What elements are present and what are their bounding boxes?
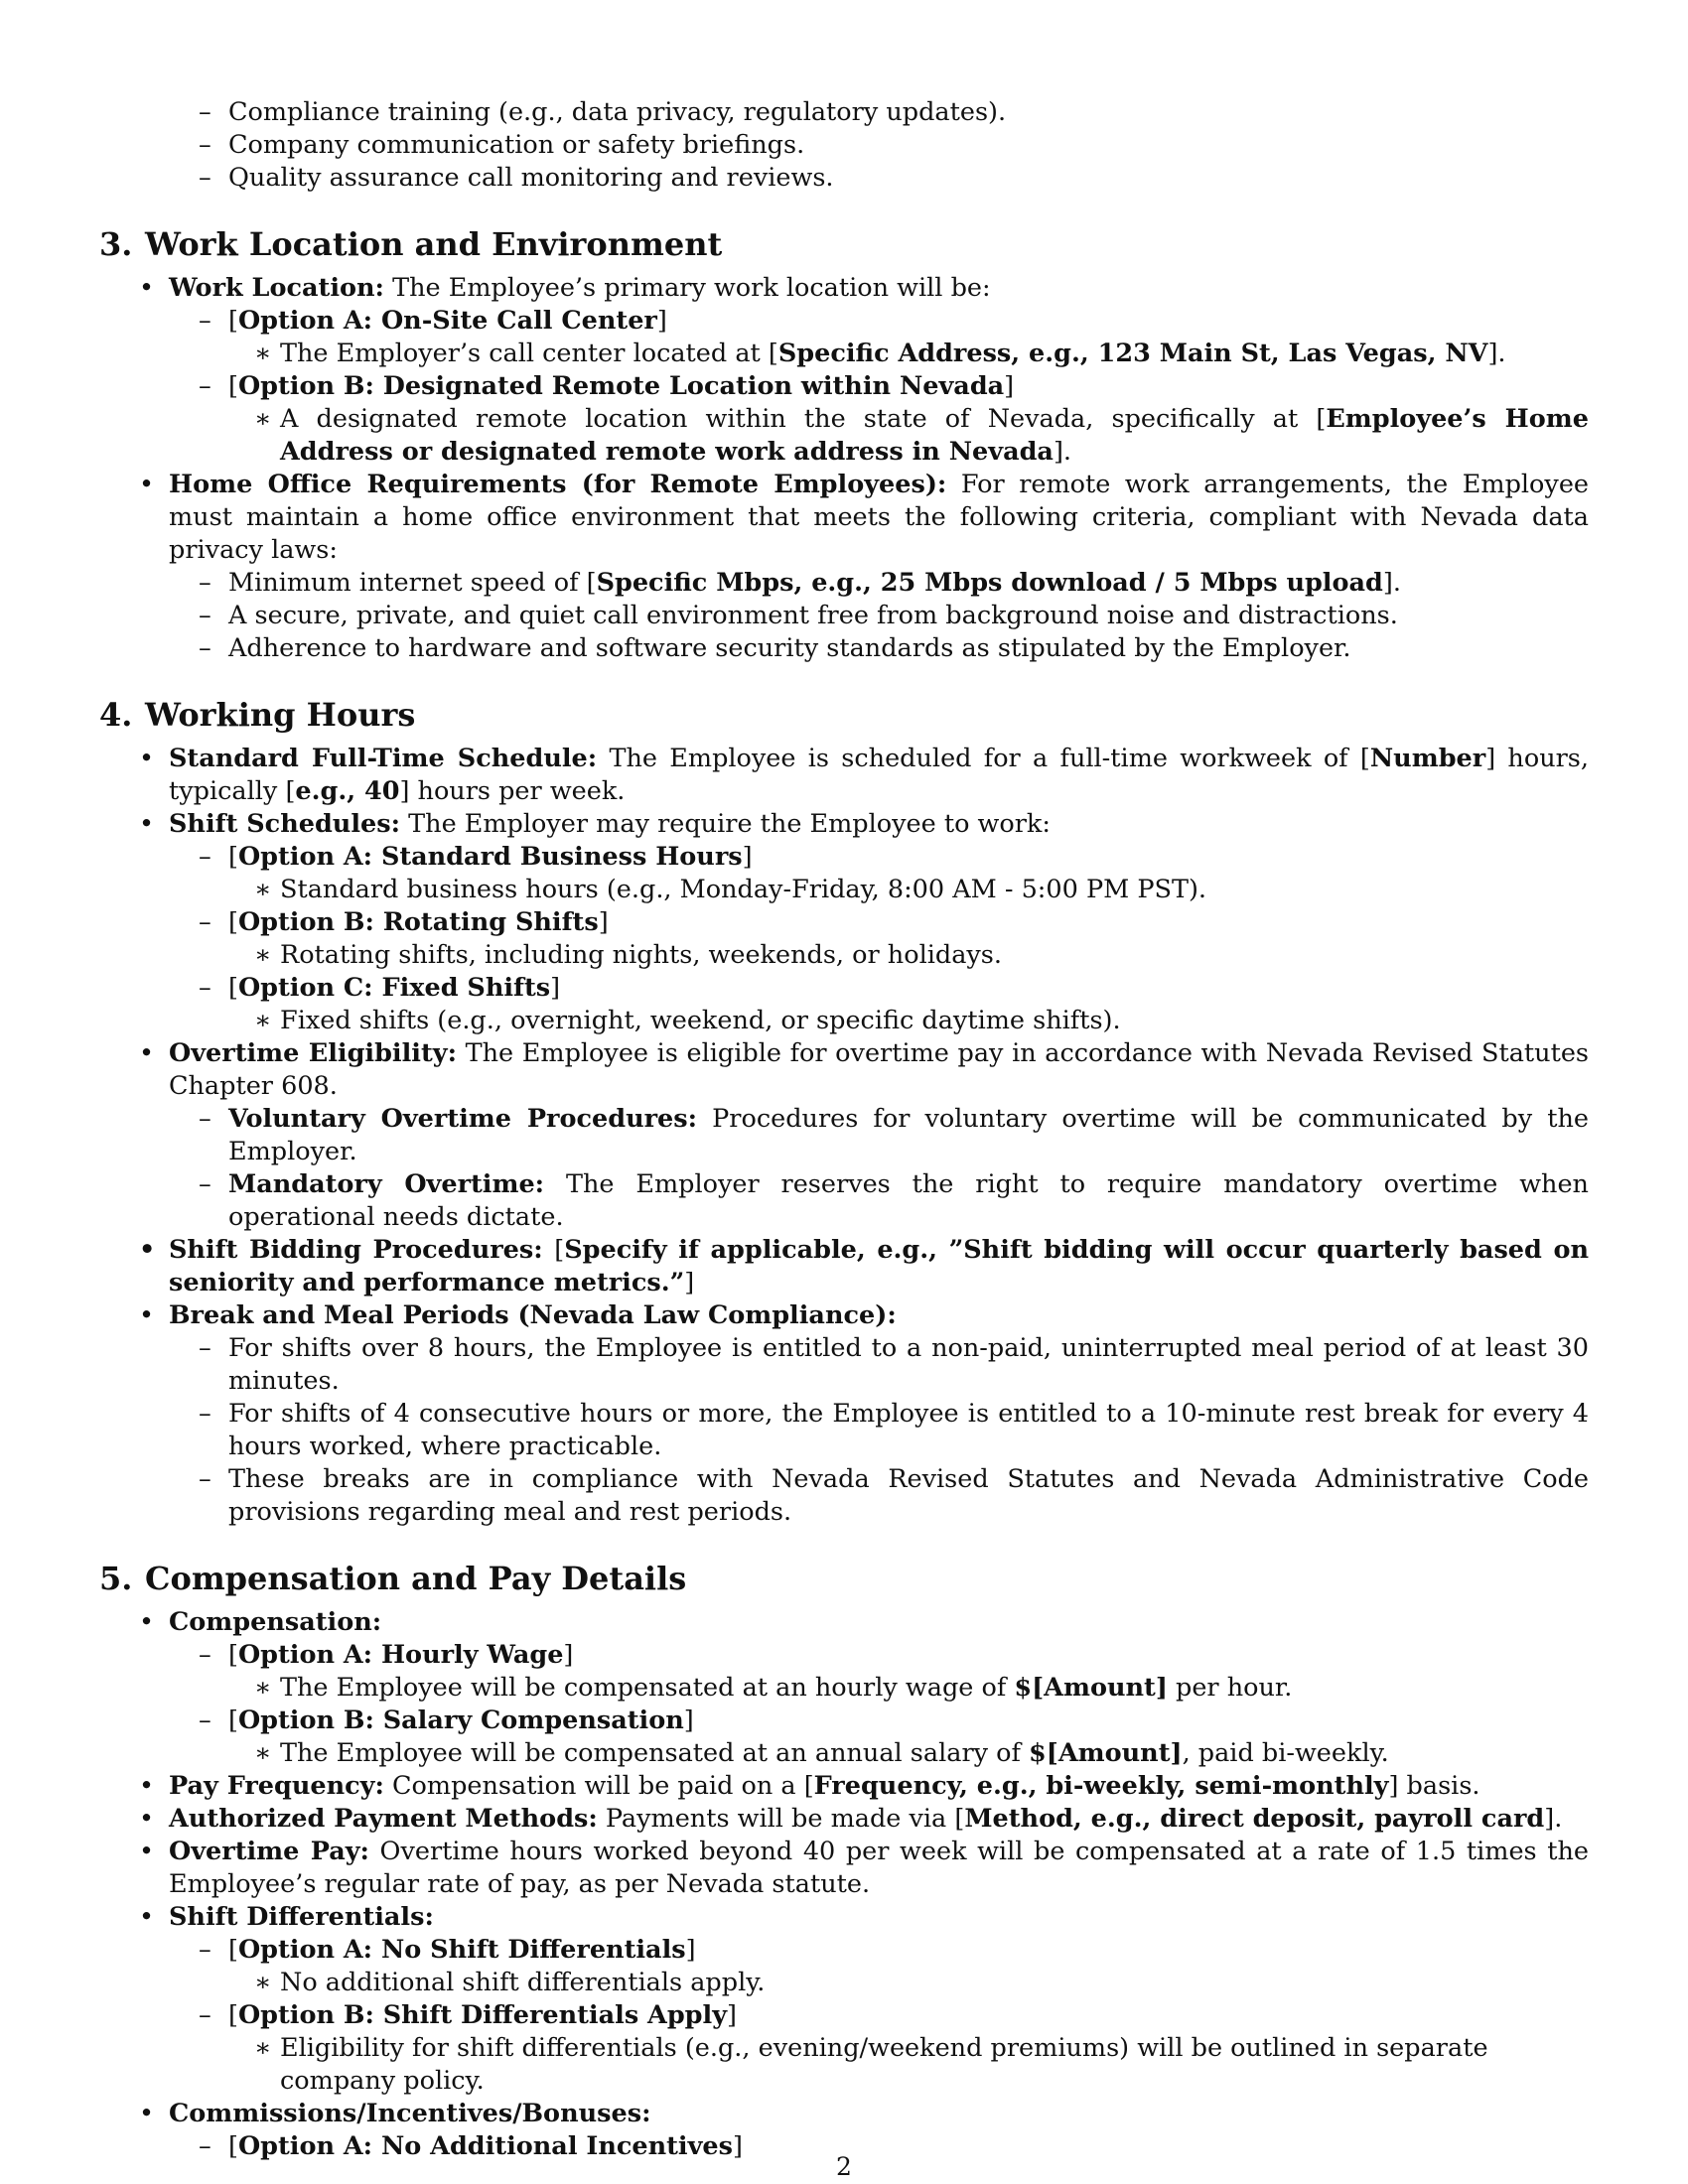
list-item: ∗ Fixed shifts (e.g., overnight, weekend, or specific daytime shifts). [228, 1005, 1589, 1037]
list-item: ∗ No additional shift differentials apply. [228, 1967, 1589, 1999]
overtime-eligibility-item: • Overtime Eligibility: The Employee is eligible for overtime pay in accordance with Nevada Revised Statutes Chapter 608. – Voluntary Overtime Procedures: Procedures for voluntary overtime will be communicated by the Employer. – Mandatory Overtime: The Employer reserves the right to require mandatory overtime when operational needs dictate. [99, 1037, 1589, 1234]
intro-list [99, 96, 1589, 195]
shift-differentials-item: • Shift Differentials: – [Option A: No Shift Differentials] ∗ No additional shift differentials apply. – [Option B: Shift Differentials Apply] ∗ Eligibility for shift differentials (e.g., evening/weekend premiums) will be outlined in separate company policy. [99, 1901, 1589, 2098]
overtime-pay-item: • Overtime Pay: Overtime hours worked beyond 40 per week will be compensated at a rate of 1.5 times the Employee’s regular rate of pay, as per Nevada statute. [99, 1836, 1589, 1901]
page-number: 2 [836, 2152, 852, 2181]
list-item: – For shifts of 4 consecutive hours or more, the Employee is entitled to a 10-minute rest break for every 4 hours worked, where practicable. [169, 1398, 1589, 1463]
list-item: – Company communication or safety briefings. [169, 129, 1589, 162]
section-5-list [99, 1606, 1589, 2163]
list-item: ∗ Rotating shifts, including nights, weekends, or holidays. [228, 939, 1589, 972]
list-item: ∗ The Employer’s call center located at [Specific Address, e.g., 123 Main St, Las Vegas, NV]. [228, 338, 1589, 370]
list-item: ∗ A designated remote location within the state of Nevada, specifically at [Employee’s Home Address or designated remote work address in Nevada]. [228, 403, 1589, 469]
shift-bidding-item: • Shift Bidding Procedures: [Specify if applicable, e.g., ”Shift bidding will occur quarterly based on seniority and performance metrics.”] [99, 1234, 1589, 1299]
list-item: ∗ The Employee will be compensated at an annual salary of $[Amount], paid bi-weekly. [228, 1737, 1589, 1770]
payment-methods-item: • Authorized Payment Methods: Payments will be made via [Method, e.g., direct deposit, payroll card]. [99, 1803, 1589, 1836]
work-location-item: • Work Location: The Employee’s primary work location will be: – [Option A: On-Site Call Center] ∗ The Employer’s call center located at [Specific Address, e.g., 123 Main St, Las Vegas, NV]. – [Option B: Designated Remote Location within Nevada] ∗ A designated remote location within the state of Nevada, specifically at [Employee’s Home Address or designated remote work address in Nevada]. [99, 272, 1589, 469]
section-4-list [99, 743, 1589, 1529]
standard-schedule-item: • Standard Full-Time Schedule: The Employee is scheduled for a full-time workweek of [Number] hours, typically [e.g., 40] hours per week. [99, 743, 1589, 808]
list-item: – Adherence to hardware and software security standards as stipulated by the Employer. [169, 632, 1589, 665]
list-item: – Quality assurance call monitoring and reviews. [169, 162, 1589, 195]
pay-frequency-item: • Pay Frequency: Compensation will be paid on a [Frequency, e.g., bi-weekly, semi-monthly] basis. [99, 1770, 1589, 1803]
list-item: – Minimum internet speed of [Specific Mbps, e.g., 25 Mbps download / 5 Mbps upload]. [169, 567, 1589, 600]
list-item: – [Option C: Fixed Shifts] ∗ Fixed shifts (e.g., overnight, weekend, or specific daytime shifts). [169, 972, 1589, 1037]
break-meal-item: • Break and Meal Periods (Nevada Law Compliance): – For shifts over 8 hours, the Employee is entitled to a non-paid, uninterrupted meal period of at least 30 minutes. – For shifts of 4 consecutive hours or more, the Employee is entitled to a 10-minute rest break for every 4 hours worked, where practicable. – These breaks are in compliance with Nevada Revised Statutes and Nevada Administrative Code provisions regarding meal and rest periods. [99, 1299, 1589, 1529]
list-item: – [Option B: Salary Compensation] ∗ The Employee will be compensated at an annual salary of $[Amount], paid bi-weekly. [169, 1705, 1589, 1770]
list-item: – [Option B: Rotating Shifts] ∗ Rotating shifts, including nights, weekends, or holidays. [169, 906, 1589, 972]
section-5-heading: 5. Compensation and Pay Details [99, 1560, 687, 1597]
list-item: – These breaks are in compliance with Nevada Revised Statutes and Nevada Administrative Code provisions regarding meal and rest periods. [169, 1463, 1589, 1529]
list-item: – Voluntary Overtime Procedures: Procedures for voluntary overtime will be communicated by the Employer. [169, 1103, 1589, 1168]
list-item: – [Option A: On-Site Call Center] ∗ The Employer’s call center located at [Specific Address, e.g., 123 Main St, Las Vegas, NV]. [169, 305, 1589, 370]
list-item: – A secure, private, and quiet call environment free from background noise and distractions. [169, 600, 1589, 632]
section-4-heading: 4. Working Hours [99, 696, 416, 734]
section-3-heading: 3. Work Location and Environment [99, 225, 723, 263]
list-item: – [Option B: Shift Differentials Apply] ∗ Eligibility for shift differentials (e.g., evening/weekend premiums) will be outlined in separate company policy. [169, 1999, 1589, 2098]
list-item: – Compliance training (e.g., data privacy, regulatory updates). [169, 96, 1589, 129]
list-item: – [Option A: No Shift Differentials] ∗ No additional shift differentials apply. [169, 1934, 1589, 1999]
home-office-item: • Home Office Requirements (for Remote Employees): For remote work arrangements, the Employee must maintain a home office environment that meets the following criteria, compliant with Nevada data privacy laws: – Minimum internet speed of [Specific Mbps, e.g., 25 Mbps download / 5 Mbps upload]. – A secure, private, and quiet call environment free from background noise and distractions. – Adherence to hardware and software security standards as stipulated by the Employer. [99, 469, 1589, 665]
shift-schedules-item: • Shift Schedules: The Employer may require the Employee to work: – [Option A: Standard Business Hours] ∗ Standard business hours (e.g., Monday-Friday, 8:00 AM - 5:00 PM PST). – [Option B: Rotating Shifts] ∗ Rotating shifts, including nights, weekends, or holidays. – [Option C: Fixed Shifts] ∗ Fixed shifts (e.g., overnight, weekend, or specific daytime shifts). [99, 808, 1589, 1037]
list-item: – For shifts over 8 hours, the Employee is entitled to a non-paid, uninterrupted meal period of at least 30 minutes. [169, 1332, 1589, 1398]
list-item: – [Option A: No Additional Incentives] [169, 2130, 1589, 2163]
document-body [99, 96, 1589, 2163]
list-item: ∗ Standard business hours (e.g., Monday-Friday, 8:00 AM - 5:00 PM PST). [228, 874, 1589, 906]
list-item: – [Option B: Designated Remote Location within Nevada] ∗ A designated remote location within the state of Nevada, specifically at [Employee’s Home Address or designated remote work address in Nevada]. [169, 370, 1589, 469]
list-item: ∗ The Employee will be compensated at an hourly wage of $[Amount] per hour. [228, 1672, 1589, 1705]
list-item: ∗ Eligibility for shift differentials (e.g., evening/weekend premiums) will be outlined in separate company policy. [228, 2032, 1589, 2098]
list-item: – [Option A: Standard Business Hours] ∗ Standard business hours (e.g., Monday-Friday, 8:00 AM - 5:00 PM PST). [169, 841, 1589, 906]
incentives-item: • Commissions/Incentives/Bonuses: – [Option A: No Additional Incentives] [99, 2098, 1589, 2163]
compensation-item: • Compensation: – [Option A: Hourly Wage] ∗ The Employee will be compensated at an hourly wage of $[Amount] per hour. – [Option B: Salary Compensation] ∗ The Employee will be compensated at an annual salary of $[Amount], paid bi-weekly. [99, 1606, 1589, 1770]
list-item: – Mandatory Overtime: The Employer reserves the right to require mandatory overtime when operational needs dictate. [169, 1168, 1589, 1234]
list-item: – [Option A: Hourly Wage] ∗ The Employee will be compensated at an hourly wage of $[Amount] per hour. [169, 1639, 1589, 1705]
section-3-list [99, 272, 1589, 665]
